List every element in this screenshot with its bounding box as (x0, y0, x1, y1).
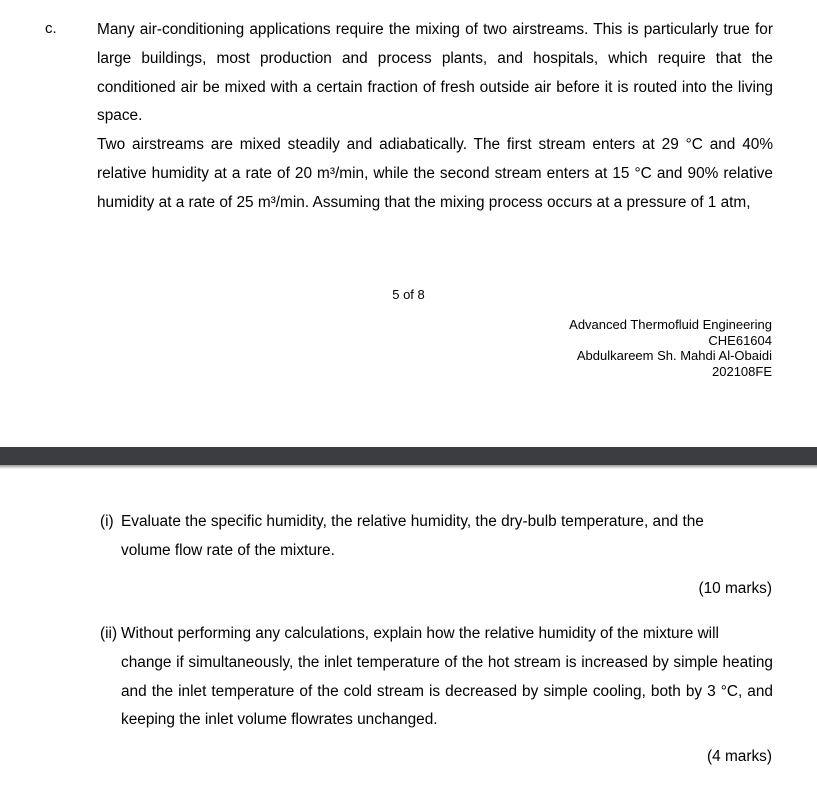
question-text: Evaluate the specific humidity, the relative humidity, the dry-bulb temperature, and the (121, 513, 704, 530)
intro-paragraph: Many air-conditioning applications require the mixing of two airstreams. This is particularly true for large buildings, most production and process plants, and hospitals, which require that the conditioned air be mixed with a certain fraction of fresh outside air before it is routed into the living space. (97, 21, 773, 125)
section-label: c. (45, 20, 57, 37)
question-number: (i) (100, 513, 114, 530)
footer-code: CHE61604 (708, 332, 772, 348)
question-text: Without performing any calculations, explain how the relative humidity of the mixture will (121, 625, 719, 642)
question-text-continued: change if simultaneously, the inlet temperature of the hot stream is increased by simple heating and the inlet temperature of the cold stream is decreased by simple cooling, both by 3 °C, and keeping the inlet volume flowrates unchanged. (121, 653, 773, 729)
page-separator-shadow (0, 465, 817, 469)
footer-session: 202108FE (712, 363, 772, 379)
page-footer (569, 317, 772, 379)
question-number: (ii) (100, 625, 118, 642)
footer-author: Abdulkareem Sh. Mahdi Al-Obaidi (576, 348, 772, 364)
page-number: 5 of 8 (392, 287, 425, 302)
question-marks: (10 marks) (698, 580, 772, 597)
question-marks: (4 marks) (707, 748, 772, 765)
question-text-continued: volume flow rate of the mixture. (121, 541, 335, 559)
page-separator (0, 447, 817, 465)
question-item (100, 508, 773, 566)
problem-statement-paragraph: Two airstreams are mixed steadily and adiabatically. The first stream enters at 29 °C and 40% relative humidity at a rate of 20 m³/min, while the second stream enters at 15 °C and 90% relative humidity at a rate of 25 m³/min. Assuming that the mixing process occurs at a pressure of 1 atm, (97, 136, 773, 211)
footer-course: Advanced Thermofluid Engineering (569, 317, 772, 332)
question-item (100, 620, 773, 735)
